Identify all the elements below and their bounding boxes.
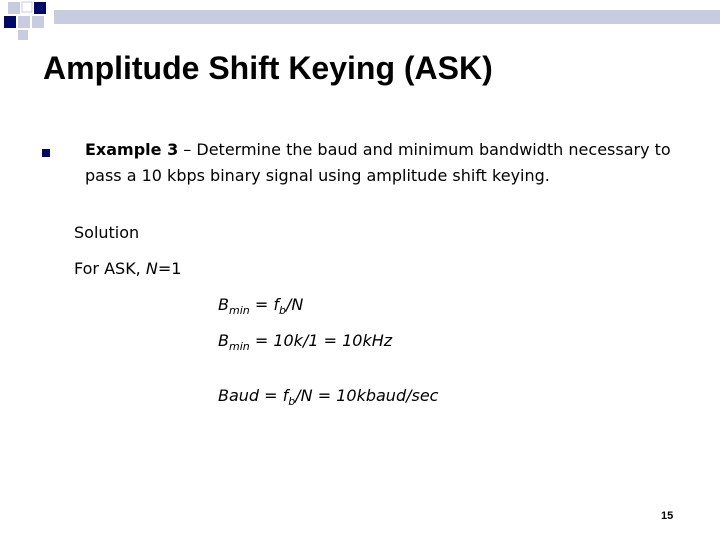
ask-value: =1: [157, 259, 182, 278]
eq3-f: f: [282, 386, 289, 405]
ask-line: [74, 259, 181, 279]
eq1-f-sub: b: [278, 304, 286, 317]
page-number: 15: [661, 510, 674, 522]
eq1-f: f: [273, 295, 279, 314]
eq1-mid: =: [249, 295, 274, 314]
ask-var: N: [145, 259, 158, 278]
bullet-square: [42, 149, 50, 157]
header-decoration: [0, 0, 720, 50]
eq2-lhs: B: [218, 331, 229, 350]
example-label: Example 3: [85, 140, 179, 159]
eq2-rest: = 10k/1 = 10kHz: [249, 331, 393, 350]
ask-prefix: For ASK,: [74, 259, 146, 278]
equation-bmin-formula: [218, 295, 303, 315]
eq1-lhs: B: [218, 295, 229, 314]
slide-title: Amplitude Shift Keying (ASK): [43, 50, 493, 86]
solution-heading: Solution: [74, 223, 140, 242]
eq2-sub: min: [228, 340, 250, 353]
eq3-f-sub: b: [288, 395, 296, 408]
example-paragraph: [85, 137, 675, 189]
example-text: Determine the baud and minimum bandwidth necessary to pass a 10 kbps binary signal using amplitude shift keying.: [85, 140, 671, 185]
equation-bmin-value: [218, 331, 392, 351]
eq1-rest: /N: [285, 295, 304, 314]
eq1-sub: min: [228, 304, 250, 317]
equation-baud: [218, 386, 438, 406]
eq3-rest: /N = 10kbaud/sec: [295, 386, 439, 405]
eq3-lhs: Baud =: [218, 386, 283, 405]
example-dash: –: [178, 140, 197, 159]
